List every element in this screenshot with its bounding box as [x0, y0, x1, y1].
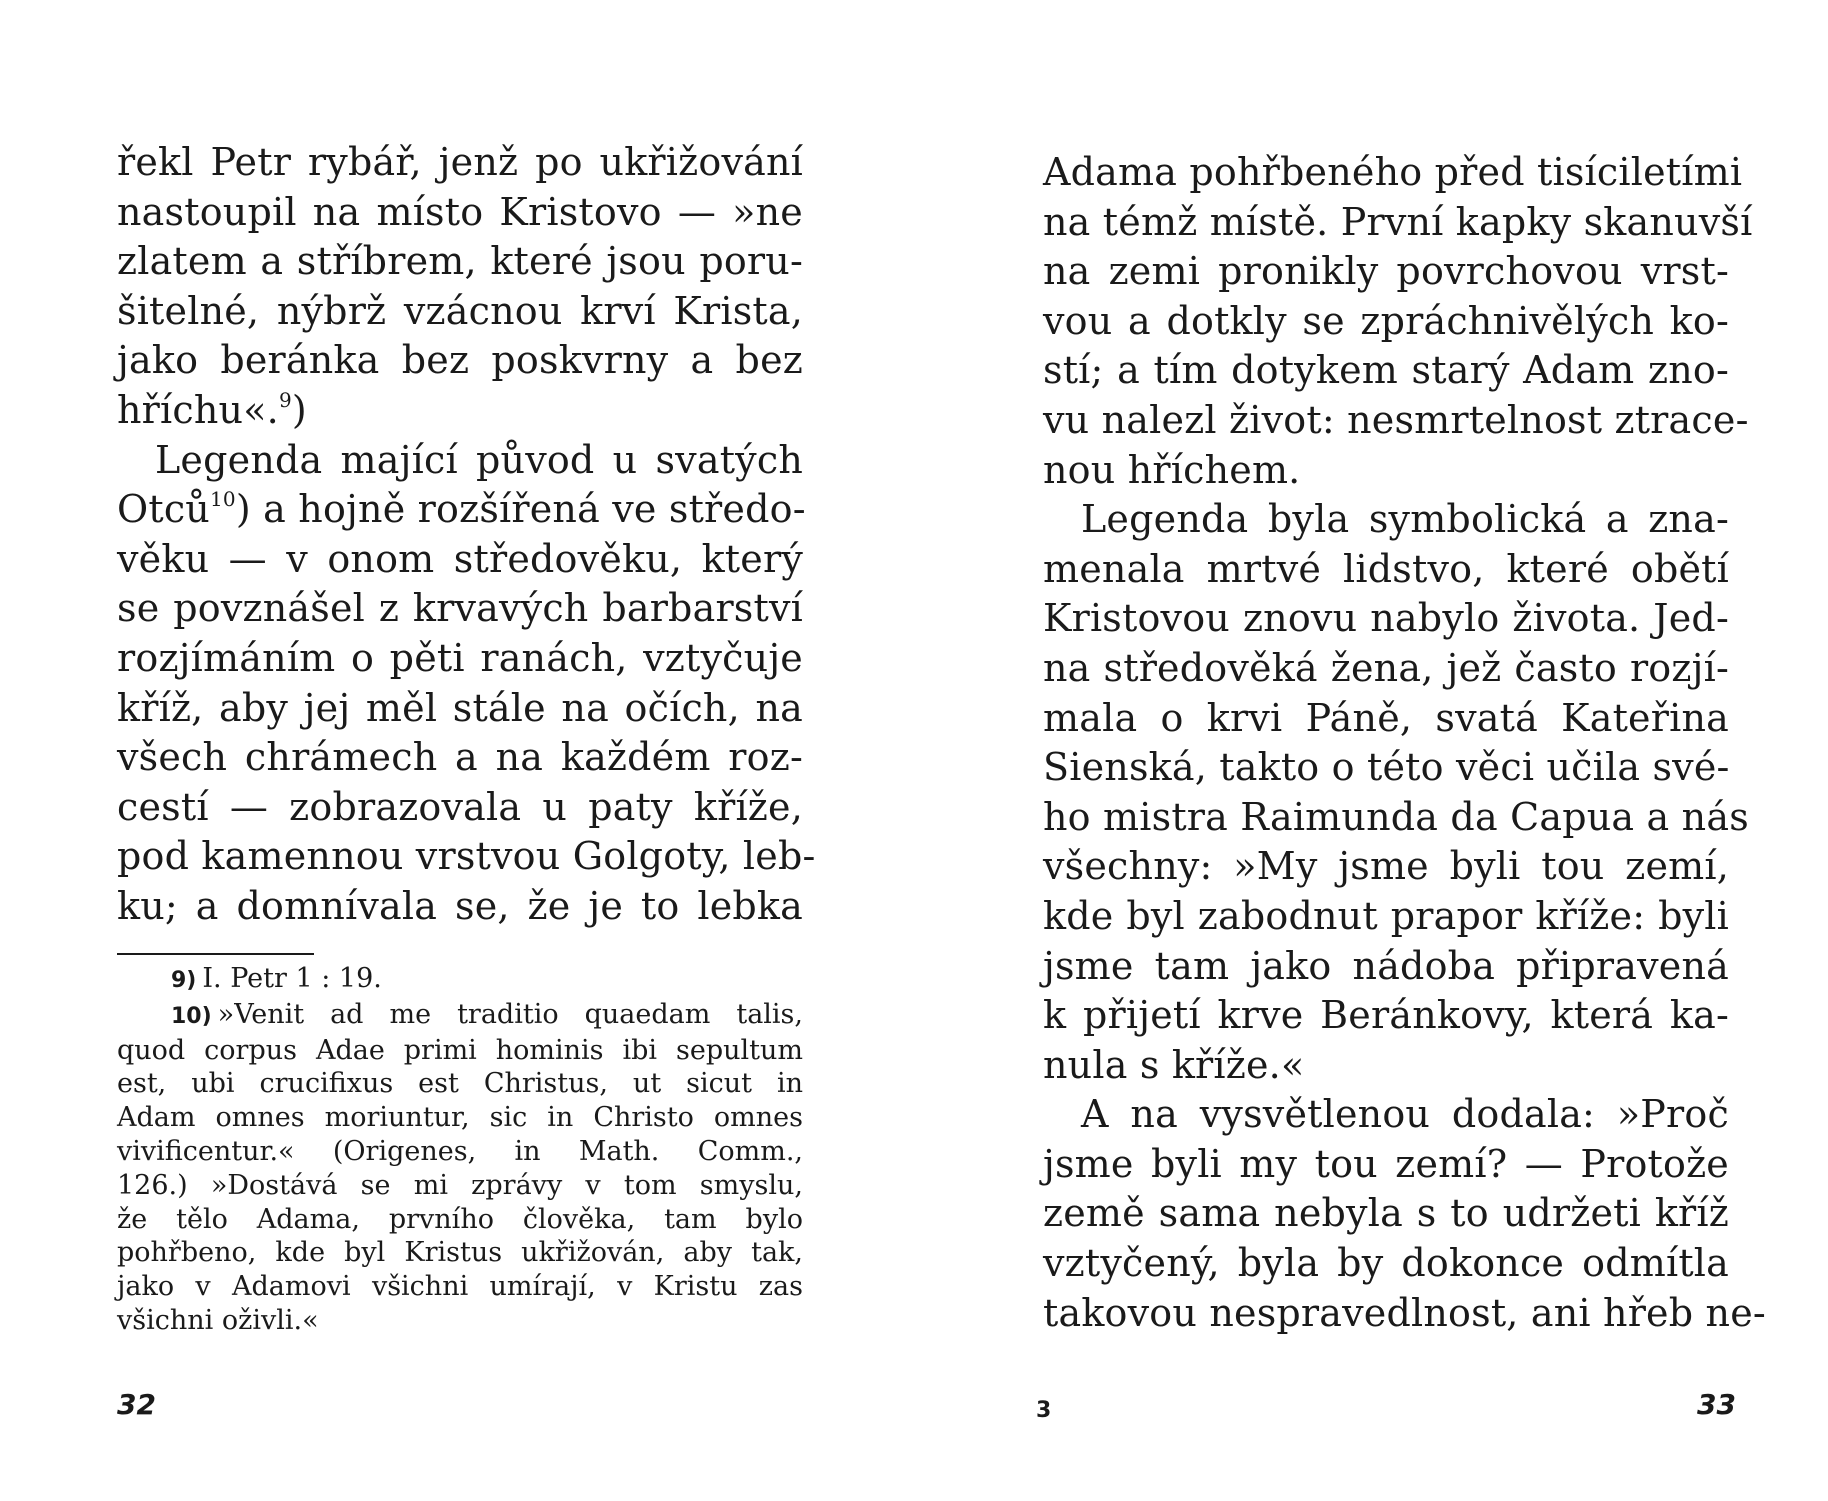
- footnote-line: est, ubi crucifixus est Christus, ut sicut in: [117, 1068, 803, 1100]
- footnote: [117, 962, 803, 998]
- page-number-left: 32: [117, 1388, 156, 1421]
- text-fragment: hříchu«.: [117, 387, 279, 432]
- footnote-number: 10): [171, 1003, 212, 1029]
- text-line: A na vysvětlenou dodala: »Proč: [1081, 1092, 1729, 1137]
- text-line: země sama nebyla s to udržeti kříž: [1043, 1191, 1729, 1236]
- right-page-body: [1043, 148, 1766, 1338]
- text-line: řekl Petr rybář, jenž po ukřižování: [117, 140, 803, 184]
- text-fragment: ): [291, 387, 307, 432]
- footnote-reference: 10: [209, 487, 236, 512]
- text-fragment: ) a hojně rozšířená ve středo-: [235, 487, 806, 532]
- footnote-line: quod corpus Adae primi hominis ibi sepultum: [117, 1034, 803, 1066]
- text-line: cestí — zobrazovala u paty kříže,: [117, 784, 803, 829]
- text-line: nula s kříže.«: [1043, 1042, 1305, 1087]
- text-line: zlatem a stříbrem, které jsou poru-: [117, 239, 803, 284]
- text-line: pod kamennou vrstvou Golgoty, leb-: [117, 834, 816, 879]
- page-number-right: 33: [1697, 1388, 1736, 1421]
- footnote-line: [117, 998, 803, 1034]
- text-line: [117, 386, 803, 436]
- text-line: stí; a tím dotykem starý Adam zno-: [1043, 348, 1729, 393]
- text-fragment: Otců: [117, 487, 210, 532]
- footnote-text: »Venit ad me traditio quaedam talis,: [217, 998, 803, 1030]
- footnote-reference: 9: [278, 387, 292, 412]
- text-line: takovou nespravedlnost, ani hřeb ne-: [1043, 1290, 1766, 1335]
- text-line: Legenda mající původ u svatých: [155, 437, 803, 482]
- text-line: menala mrtvé lidstvo, které obětí: [1043, 546, 1729, 591]
- text-line: jako beránka bez poskvrny a bez: [117, 338, 803, 383]
- footnote-line: pohřbeno, kde byl Kristus ukřižován, aby tak,: [117, 1237, 803, 1269]
- text-line: k přijetí krve Beránkovy, která ka-: [1043, 993, 1729, 1038]
- text-line: ku; a domnívala se, že je to lebka: [117, 883, 803, 928]
- paragraph: [117, 436, 816, 932]
- text-line: Kristovou znovu nabylo života. Jed-: [1043, 596, 1729, 641]
- text-line: Adama pohřbeného před tisíciletími: [1043, 150, 1743, 194]
- text-line: rozjímáním o pěti ranách, vztyčuje: [117, 635, 803, 680]
- text-line: věku — v onom středověku, který: [117, 536, 803, 581]
- text-line: ho mistra Raimunda da Capua a nás: [1043, 794, 1749, 839]
- text-line: jsme byli my tou zemí? — Protože: [1043, 1141, 1729, 1186]
- footnote-line: jako v Adamovi všichni umírají, v Kristu zas: [117, 1271, 803, 1303]
- text-line: šitelné, nýbrž vzácnou krví Krista,: [117, 288, 803, 333]
- text-line: se povznášel z krvavých barbarství: [117, 586, 803, 631]
- footnote-line: Adam omnes moriuntur, sic in Christo omnes: [117, 1102, 803, 1134]
- footnote-divider: [117, 953, 314, 955]
- footnotes: [117, 962, 803, 1338]
- footnote: [117, 998, 803, 1338]
- footnote-line: vivificentur.« (Origenes, in Math. Comm.,: [117, 1135, 803, 1167]
- text-line: na zemi pronikly povrchovou vrst-: [1043, 249, 1729, 294]
- paragraph: [1043, 1090, 1766, 1338]
- text-line: vou a dotkly se zpráchnivělých ko-: [1043, 298, 1729, 343]
- text-line: nastoupil na místo Kristovo — »ne: [117, 189, 803, 234]
- text-line: všechny: »My jsme byli tou zemí,: [1043, 844, 1729, 889]
- text-line: nou hříchem.: [1043, 447, 1301, 492]
- footnote-line: že tělo Adama, prvního člověka, tam bylo: [117, 1203, 803, 1235]
- printer-signature-mark: 3: [1036, 1398, 1052, 1423]
- footnote-text: I. Petr 1 : 19.: [202, 963, 382, 994]
- text-line: Sienská, takto o této věci učila své-: [1043, 745, 1730, 790]
- text-line: jsme tam jako nádoba připravená: [1043, 943, 1729, 988]
- text-line: na středověká žena, jež často rozjí-: [1043, 645, 1729, 690]
- footnote-line: všichni oživli.«: [117, 1304, 319, 1336]
- footnote-number: 9): [171, 968, 197, 993]
- text-line: Legenda byla symbolická a zna-: [1081, 497, 1729, 542]
- paragraph: [1043, 148, 1753, 495]
- text-line: mala o krvi Páně, svatá Kateřina: [1043, 695, 1729, 740]
- footnote-line: 126.) »Dostává se mi zprávy v tom smyslu,: [117, 1169, 803, 1201]
- left-page-body: [117, 138, 816, 932]
- text-line: kříž, aby jej měl stále na očích, na: [117, 685, 803, 730]
- text-line: všech chrámech a na každém roz-: [117, 735, 803, 780]
- footnote-line: [117, 962, 803, 998]
- text-line: vztyčený, byla by dokonce odmítla: [1043, 1241, 1729, 1286]
- text-line: na témž místě. První kapky skanuvší: [1043, 199, 1753, 244]
- text-line: [117, 485, 806, 535]
- text-line: vu nalezl život: nesmrtelnost ztrace-: [1043, 397, 1749, 442]
- text-line: kde byl zabodnut prapor kříže: byli: [1043, 893, 1729, 938]
- paragraph: [117, 138, 803, 436]
- paragraph: [1043, 495, 1749, 1090]
